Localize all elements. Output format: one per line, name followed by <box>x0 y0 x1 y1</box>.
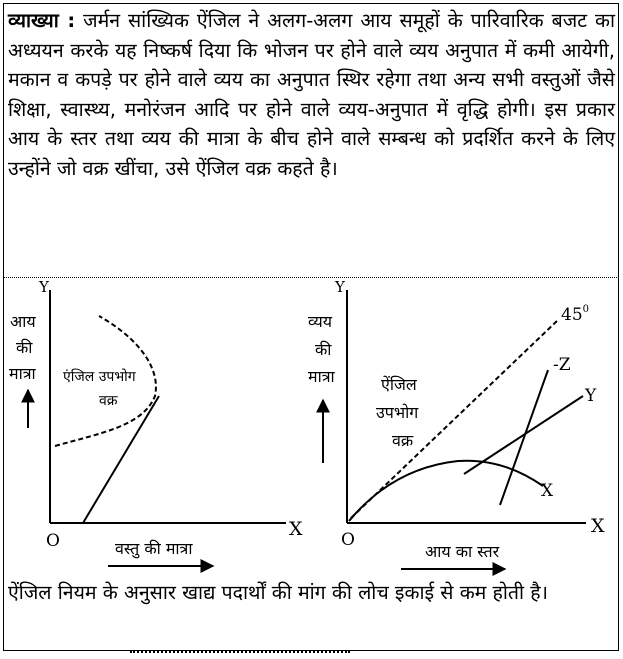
left-y-label-1: आय <box>10 312 36 331</box>
line-y <box>464 396 583 474</box>
left-curve-label-2: वक्र <box>99 393 118 409</box>
explanation-paragraph <box>8 6 615 183</box>
right-y-label-3: मात्रा <box>308 367 335 386</box>
right-engel-curve <box>349 461 543 521</box>
explanation-text: जर्मन सांख्यिक ऐंजिल ने अलग-अलग आय समूहों के पारिवारिक बजट का अध्ययन करके यह निष्कर्ष दिया कि भोजन पर होने वाले व्यय अनुपात में कमी आयेगी, मकान व कपड़े पर होने वाले व्यय का अनुपात स्थिर रहेगा तथा अन्य सभी वस्तुओं जैसे शिक्षा, स्वास्थ्य, मनोरंजन आदि पर होने वाले व्यय-अनुपात में वृद्धि होगी। इस प्रकार आय के स्तर तथा व्यय की मात्रा के बीच होने वाले सम्बन्ध को प्रदर्शित करने के लिए उन्होंने जो वक्र खींचा, उसे ऐंजिल वक्र कहते है। <box>8 9 616 180</box>
left-y-label-3: मात्रा <box>9 364 36 383</box>
right-curve-label-3: वक्र <box>392 431 414 450</box>
right-y-label-1: व्यय <box>308 312 333 331</box>
engel-curve-figures <box>3 278 619 578</box>
right-figure <box>308 278 605 569</box>
footer-statement: ऐंजिल नियम के अनुसार खाद्य पदार्थों की मांग की लोच इकाई से कम होती है। <box>8 581 549 604</box>
left-y-label-2: की <box>16 338 33 357</box>
right-x-label: आय का स्तर <box>425 542 500 561</box>
line-x-label: X <box>541 481 554 501</box>
line-y-label: Y <box>585 386 597 406</box>
cut-off-text-stub <box>130 651 350 659</box>
right-y-axis-letter: Y <box>335 278 345 296</box>
line-45-label: $45^0$ <box>561 304 590 325</box>
left-curve-label-1: एंजिल उपभोग <box>63 369 136 385</box>
line-z-label: -Z <box>553 355 571 375</box>
right-curve-label-2: उपभोग <box>376 403 419 422</box>
left-origin: O <box>46 531 60 551</box>
explanation-heading: व्याख्या : <box>8 9 76 32</box>
left-x-axis-letter: X <box>289 518 303 540</box>
right-origin: O <box>341 530 355 550</box>
left-y-axis-letter: Y <box>39 278 49 296</box>
left-x-label: वस्तु की मात्रा <box>115 539 193 558</box>
right-y-label-2: की <box>315 340 332 359</box>
left-engel-curve-solid <box>83 396 159 523</box>
right-x-axis-letter: X <box>591 515 605 537</box>
right-curve-label-1: ऐंजिल <box>381 375 417 394</box>
left-figure <box>9 278 303 566</box>
